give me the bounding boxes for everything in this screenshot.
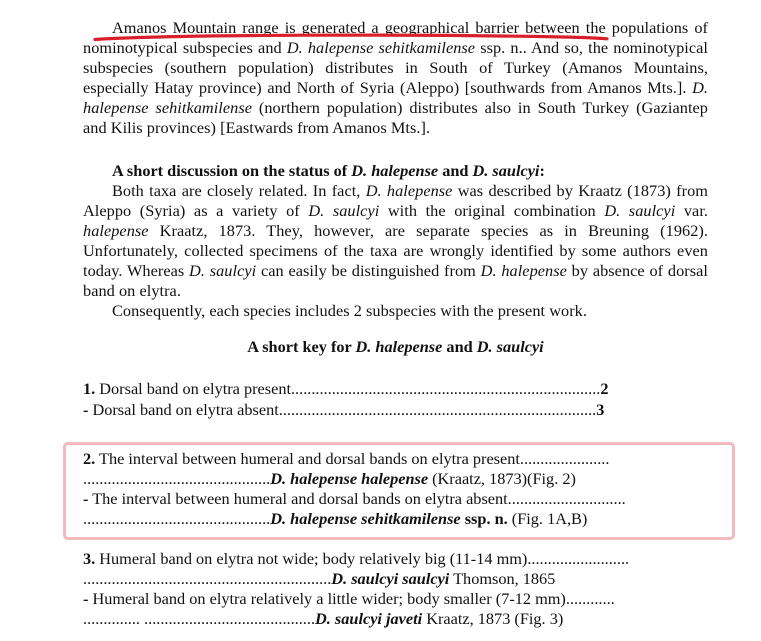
figure-reference: (Fig. 1A,B) [507, 509, 588, 529]
paragraph-amanos-distribution [83, 18, 708, 139]
text-segment: ssp. n.. And so, the nominotypical subspecies (southern population) distributes in South of Turkey (Amanos Mountains, especially Hatay province) and North of Syria (Aleppo) [southwards from Amanos Mts.]. [83, 38, 709, 98]
heading-segment: and [442, 337, 477, 357]
key-couplet-1-lead-a [83, 379, 708, 399]
dot-leader: .............................................................................. [278, 399, 597, 419]
key-text: Humeral band on elytra not wide; body relatively big (11-14 mm) [95, 549, 528, 568]
taxon-authority: Kraatz, 1873 (Fig. 3) [422, 609, 564, 629]
taxon-name-bold-italic: D. halepense sehitkamilense [270, 509, 461, 529]
key-couplet-2-lead-b-line2 [83, 509, 711, 529]
text-segment: was described by Kraatz (1873) from Aleppo (Syria) as a variety of [83, 180, 708, 220]
dot-leader: ............................................................................ [290, 379, 601, 399]
heading-segment: and [438, 160, 473, 180]
couplet-number: 3. [83, 549, 96, 568]
dot-leader: .............................................. [83, 469, 271, 489]
key-text: The interval between humeral and dorsal bands on elytra present [95, 449, 520, 468]
key-couplet-2-lead-a-line2 [83, 469, 711, 489]
key-couplet-3-lead-b-line2 [83, 609, 711, 629]
taxon-name-italic: D. halepense sehitkamilense [83, 78, 708, 118]
text-segment: Consequently, each species includes 2 subspecies with the present work. [112, 301, 587, 321]
text-segment: Kraatz, 1873. They, however, are separate species as in Breuning (1962). Unfortunately, collected specimens of the taxa are wrongly identified by some authors even today. Whereas [83, 220, 708, 281]
taxon-authority: (Kraatz, 1873)(Fig. 2) [428, 469, 576, 489]
taxon-epithet-italic: halepense [83, 220, 149, 240]
text-segment: Both taxa are closely related. In fact, [112, 180, 366, 200]
heading-segment: A short key for [247, 337, 356, 357]
taxon-name-italic: D. halepense [480, 261, 567, 281]
heading-short-key [83, 337, 708, 357]
taxon-name-italic: D. saulcyi [308, 200, 380, 220]
taxon-name-bold-italic: D. saulcyi saulcyi [331, 569, 450, 589]
couplet-dash: - [83, 589, 89, 609]
taxon-authority: Thomson, 1865 [449, 569, 556, 589]
heading-segment: A short discussion on the status of [112, 160, 352, 180]
dot-leader: ......................... [527, 549, 630, 568]
body-text-column [83, 18, 708, 420]
text-segment: with the original combination [379, 200, 605, 220]
key-couplet-2-lead-a-line1 [83, 449, 711, 469]
taxon-name-italic: D. halepense sehitkamilense [286, 38, 476, 58]
dot-leader: .............. .......................................... [83, 609, 316, 629]
text-segment: var. [675, 200, 709, 220]
text-segment: by absence of dorsal band on elytra. [83, 261, 708, 301]
key-couplet-3-block [83, 549, 711, 629]
key-couplet-3-lead-a-line1 [83, 549, 711, 569]
dot-leader: ............................. [507, 489, 626, 509]
text-segment: (northern population) distributes also in South Turkey (Gaziantep and Kilis provinces) [Eastwards from Amanos Mts.]. [83, 98, 708, 138]
couplet-number: 1. [83, 379, 96, 399]
key-target-number: 3 [596, 399, 605, 419]
taxon-name-bold-italic: D. saulcyi [476, 337, 544, 357]
dot-leader: ............................................................. [83, 569, 332, 589]
text-segment: can easily be distinguished from [256, 261, 481, 281]
paragraph-gap [83, 321, 708, 337]
paragraph-consequently [83, 301, 708, 321]
couplet-dash: - [83, 399, 89, 419]
couplet-dash: - [83, 489, 89, 509]
taxon-name-bold-italic: D. saulcyi [472, 160, 540, 180]
paragraph-gap [83, 139, 708, 161]
taxon-name-bold-italic: D. halepense [355, 337, 443, 357]
taxon-name-italic: D. saulcyi [604, 200, 676, 220]
key-target-number: 2 [600, 379, 609, 399]
couplet-number: 2. [83, 449, 96, 468]
key-text: Dorsal band on elytra absent [88, 399, 279, 419]
dot-leader: ...................... [519, 449, 610, 468]
heading-segment: : [539, 160, 545, 180]
key-couplet-1-lead-b [83, 400, 708, 420]
key-couplet-2-block [83, 449, 711, 529]
key-couplet-3-lead-a-line2 [83, 569, 711, 589]
text-segment: Amanos Mountain range is generated a geographical barrier between the populations of nominotypical subspecies and [83, 18, 708, 58]
taxon-name-italic: D. saulcyi [189, 261, 257, 281]
paragraph-taxa-relationship [83, 181, 708, 302]
dot-leader: ............ [565, 589, 615, 609]
heading-short-discussion [83, 161, 708, 181]
taxon-name-bold-italic: D. halepense halepense [270, 469, 429, 489]
dot-leader: .............................................. [83, 509, 271, 529]
key-couplet-3-lead-b-line1 [83, 589, 711, 609]
new-subspecies-marker: ssp. n. [460, 509, 508, 529]
taxon-name-bold-italic: D. halepense [351, 160, 439, 180]
key-text: The interval between humeral and dorsal bands on elytra absent [88, 489, 508, 509]
taxon-name-italic: D. halepense [365, 180, 453, 200]
key-text: Dorsal band on elytra present [95, 379, 291, 399]
key-couplet-2-lead-b-line1 [83, 489, 711, 509]
key-text: Humeral band on elytra relatively a little wider; body smaller (7-12 mm) [88, 589, 566, 609]
taxon-name-bold-italic: D. saulcyi javeti [315, 609, 423, 629]
heading-gap [83, 357, 708, 379]
